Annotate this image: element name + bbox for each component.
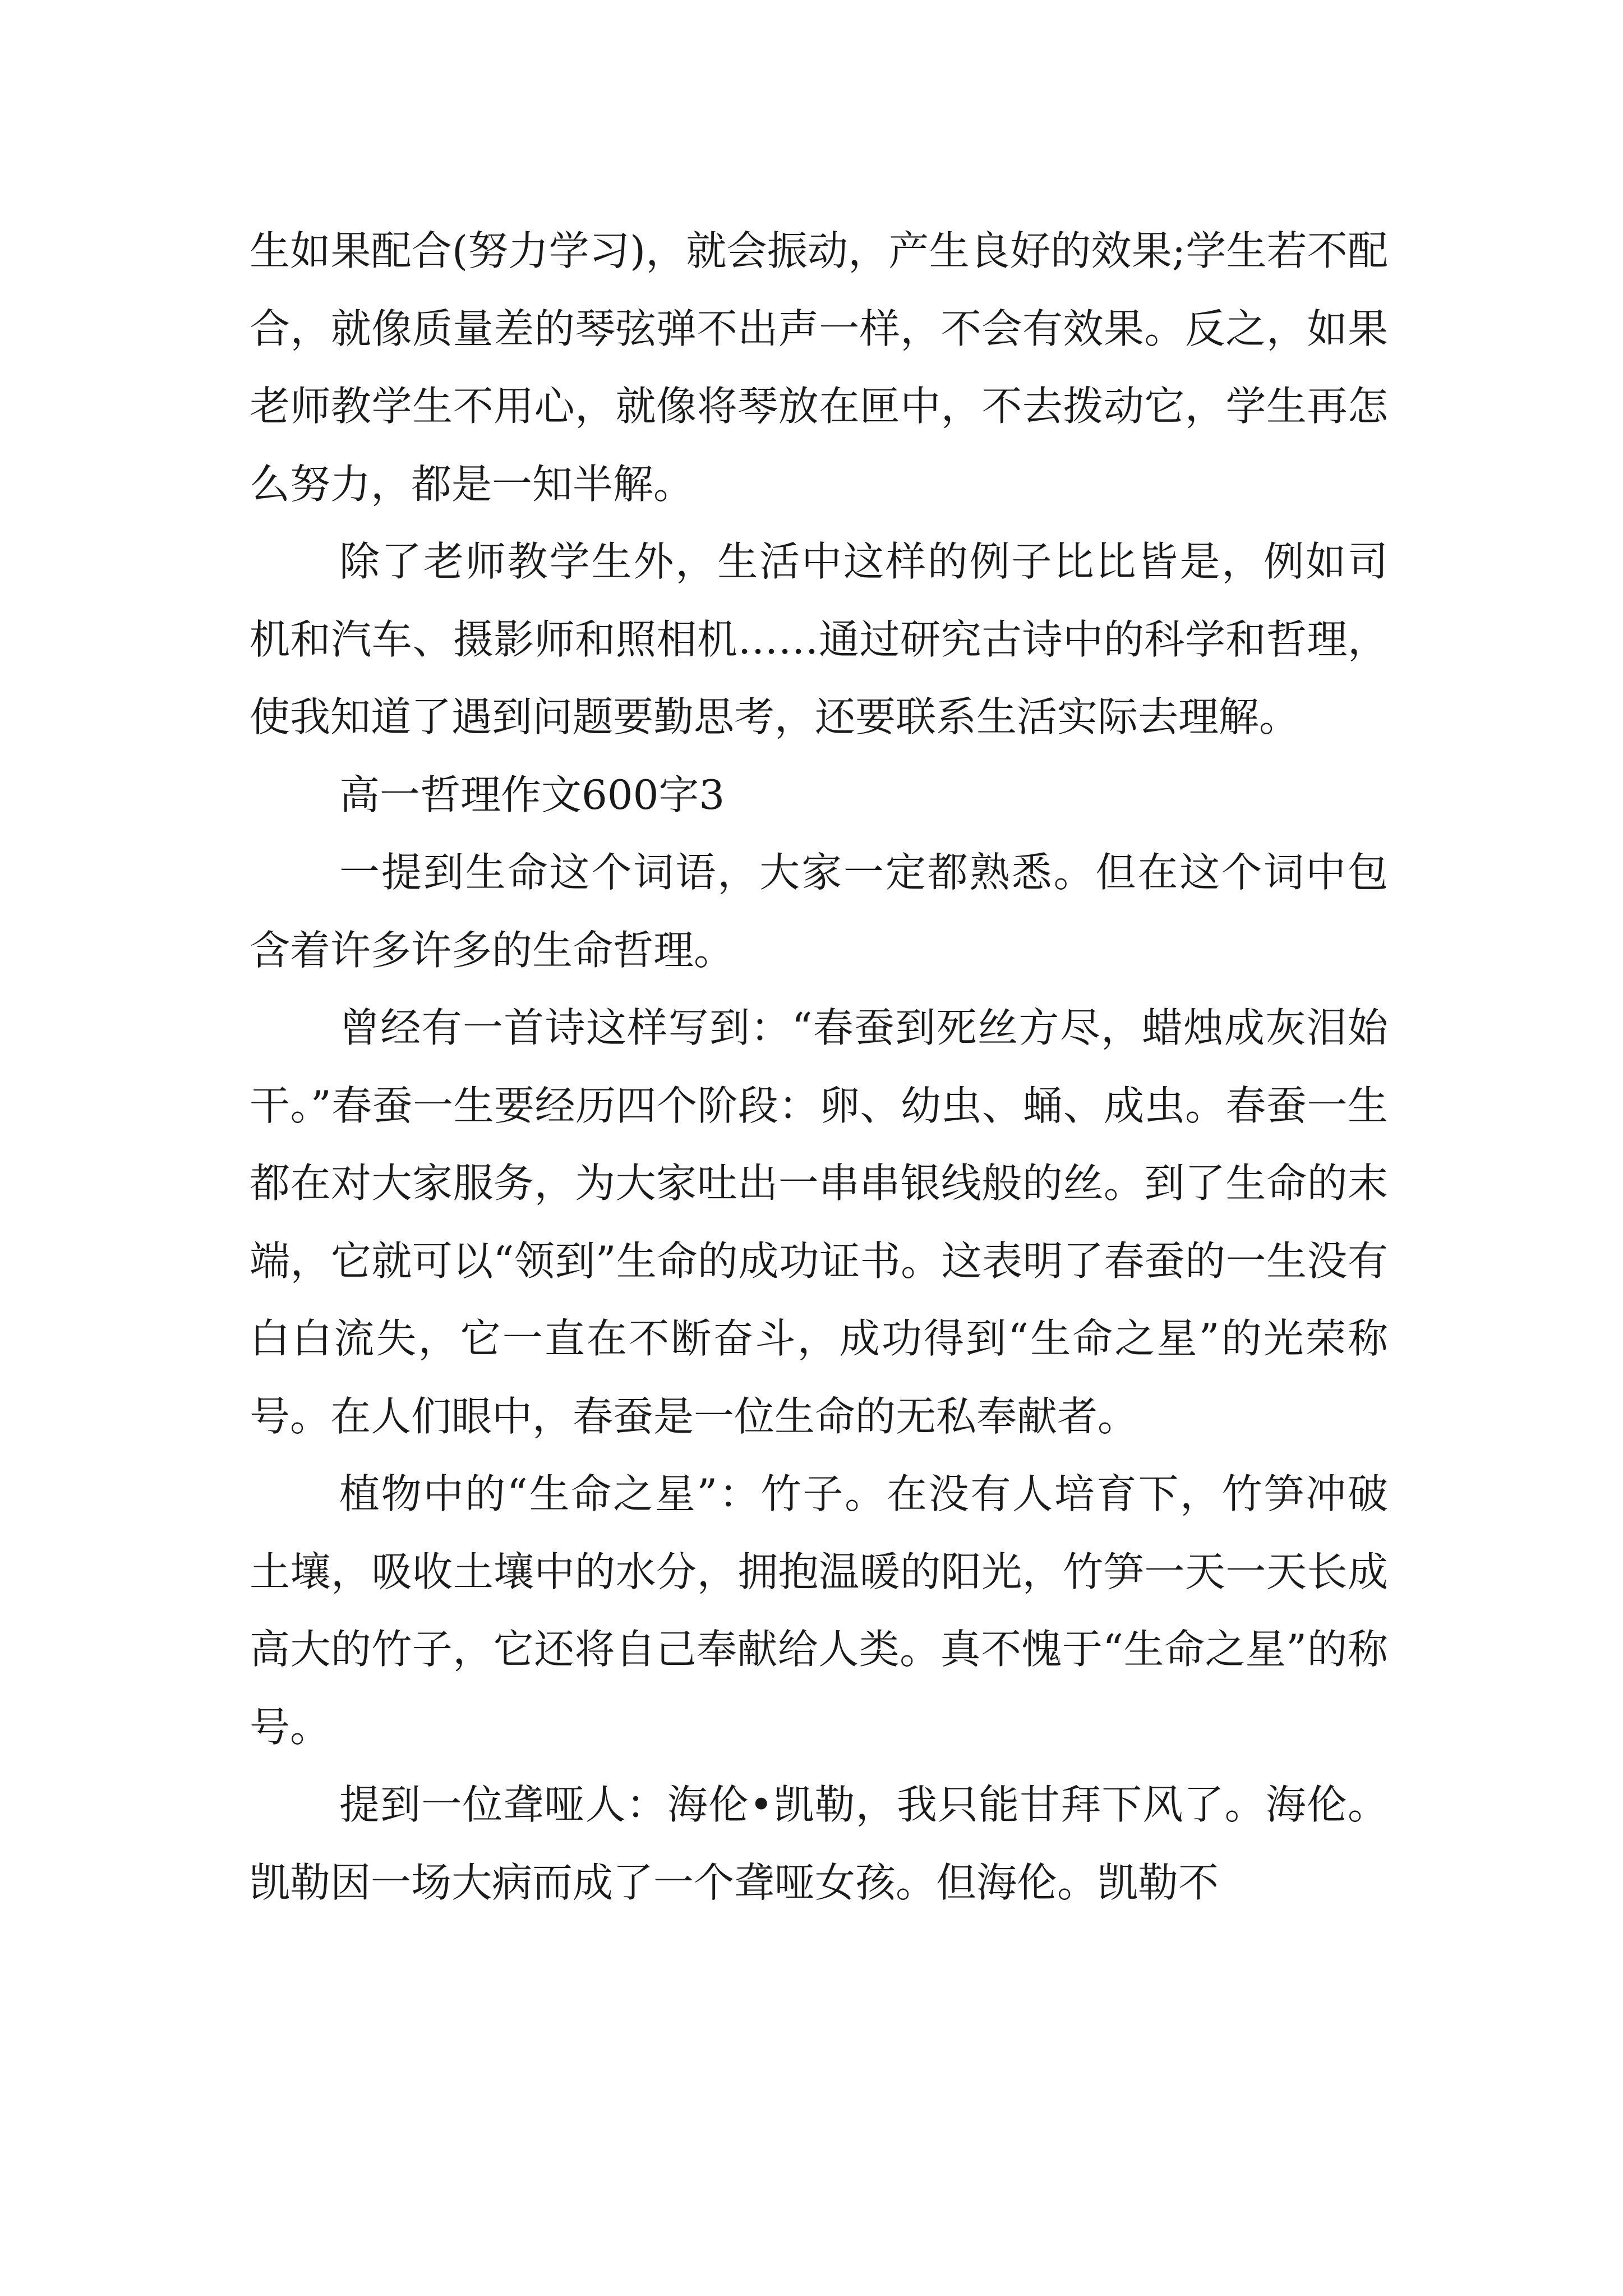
- paragraph: 曾经有一首诗这样写到：“春蚕到死丝方尽，蜡烛成灰泪始干。”春蚕一生要经历四个阶段：卵、幼虫、蛹、成虫。春蚕一生都在对大家服务，为大家吐出一串串银线般的丝。到了生命的末端，它就可以“领到”生命的成功证书。这表明了春蚕的一生没有白白流失，它一直在不断奋斗，成功得到“生命之星”的光荣称号。在人们眼中，春蚕是一位生命的无私奉献者。: [250, 1004, 1388, 1440]
- document-body: [250, 212, 1388, 1921]
- paragraph: 提到一位聋哑人：海伦•凯勒，我只能甘拜下风了。海伦。凯勒因一场大病而成了一个聋哑女孩。但海伦。凯勒不: [250, 1781, 1388, 1906]
- paragraph: 一提到生命这个词语，大家一定都熟悉。但在这个词中包含着许多许多的生命哲理。: [250, 849, 1388, 974]
- section-heading: 高一哲理作文600字3: [339, 771, 725, 818]
- paragraph: 植物中的“生命之星”：竹子。在没有人培育下，竹笋冲破土壤，吸收土壤中的水分，拥抱温暖的阳光，竹笋一天一天长成高大的竹子，它还将自己奉献给人类。真不愧于“生命之星”的称号。: [250, 1470, 1388, 1751]
- paragraph-continuation: 生如果配合(努力学习)，就会振动，产生良好的效果;学生若不配合，就像质量差的琴弦弹不出声一样，不会有效果。反之，如果老师教学生不用心，就像将琴放在匣中，不去拨动它，学生再怎么努力，都是一知半解。: [250, 227, 1388, 508]
- paragraph: 除了老师教学生外，生活中这样的例子比比皆是，例如司机和汽车、摄影师和照相机……通过研究古诗中的科学和哲理，使我知道了遇到问题要勤思考，还要联系生活实际去理解。: [250, 538, 1388, 740]
